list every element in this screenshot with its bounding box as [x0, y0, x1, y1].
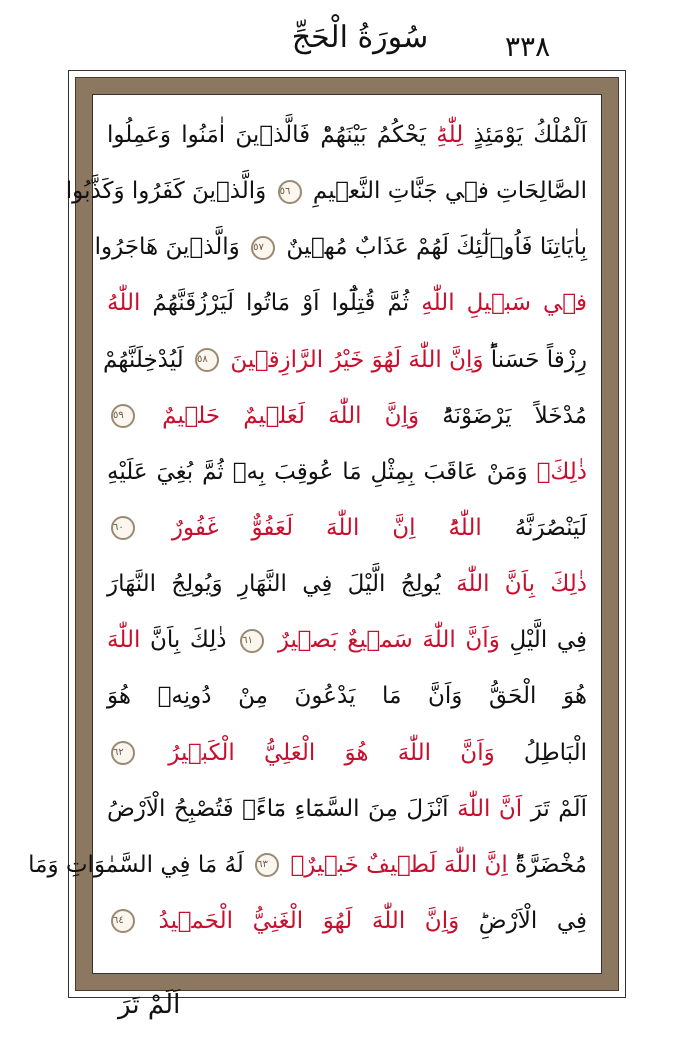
- verse-line: [107, 115, 587, 167]
- red-text-segment: وَاِنَّ اللّٰهَ لَعَل۪يمٌ حَل۪يمٌ: [162, 402, 420, 429]
- text-segment: ذٰلِكَ بِاَنَّ: [140, 627, 237, 654]
- verse-line: [107, 564, 587, 616]
- text-segment: هُوَ الْحَقُّ وَاَنَّ مَا يَدْعُونَ مِنْ دُونِه۪ هُوَ: [107, 683, 587, 710]
- red-text-segment: وَاِنَّ اللّٰهَ لَهُوَ خَيْرُ الرَّازِق۪ينَ: [230, 346, 484, 373]
- ayah-number-marker: ٦٠: [111, 516, 135, 540]
- ayah-number-marker: ٥٩: [111, 404, 135, 428]
- red-text-segment: ذٰلِكَۚ: [536, 458, 587, 485]
- page-number: ٣٣٨: [505, 30, 551, 63]
- text-segment: اَنْزَلَ مِنَ السَّمَٓاءِ مَٓاءًۘ فَتُصْبِحُ الْاَرْضُ: [107, 795, 458, 822]
- ayah-number-marker: ٦٢: [111, 741, 135, 765]
- text-segment: وَالَّذ۪ينَ هَاجَرُوا: [94, 234, 248, 261]
- text-segment: الصَّالِحَاتِ ف۪ي جَنَّاتِ النَّع۪يمِ: [305, 178, 587, 205]
- ayah-number-marker: ٥٨: [195, 348, 219, 372]
- ayah-number-marker: ٦١: [240, 629, 264, 653]
- catchword: اَلَمْ تَرَ: [118, 990, 181, 1020]
- verse-line: [107, 452, 587, 504]
- text-segment: [139, 403, 162, 429]
- surah-title: سُورَةُ الْحَجِّ: [291, 20, 429, 55]
- text-segment: [139, 515, 172, 541]
- text-segment: لَهُ مَا فِي السَّمٰوَاتِ وَمَا: [28, 851, 252, 878]
- red-text-segment: ذٰلِكَ بِاَنَّ اللّٰهَ: [456, 571, 587, 598]
- verse-lines: [28, 115, 588, 953]
- frame-border: [28, 77, 619, 991]
- verse-line: [107, 789, 587, 841]
- text-segment: لَيَنْصُرَنَّهُ: [481, 514, 588, 541]
- red-text-segment: اَنَّ اللّٰهَ: [457, 795, 523, 822]
- red-text-segment: اللّٰهُ: [107, 290, 141, 317]
- page-frame: [28, 70, 626, 998]
- verse-line: [94, 227, 587, 279]
- text-segment: فِي الْاَرْضِؕ: [459, 907, 587, 934]
- text-segment: بِاٰيَاتِنَا فَاُو۬لٰٓئِكَ لَهُمْ عَذَابٌ مُه۪ينٌ: [279, 234, 587, 261]
- text-segment: وَمَنْ عَاقَبَ بِمِثْلِ مَا عُوقِبَ بِه۪ ثُمَّ بُغِيَ عَلَيْهِ: [107, 458, 537, 485]
- text-segment: اَلَمْ تَرَ: [522, 795, 587, 822]
- text-panel: [28, 94, 602, 974]
- verse-line: [107, 676, 587, 728]
- verse-line: [65, 171, 587, 223]
- text-segment: يُولِجُ الَّيْلَ فِي النَّهَارِ وَيُولِجُ النَّهَارَ: [107, 571, 457, 598]
- verse-line: [107, 508, 587, 560]
- verse-line: [28, 845, 587, 897]
- verse-line: [107, 283, 587, 335]
- text-segment: [139, 740, 168, 766]
- text-segment: [268, 627, 278, 653]
- text-segment: يَحْكُمُ بَيْنَهُمْؕ فَالَّذ۪ينَ اٰمَنُوا وَعَمِلُوا: [107, 122, 437, 148]
- text-segment: ثُمَّ قُتِلُٓوا اَوْ مَاتُوا لَيَرْزُقَنَّهُمُ: [140, 290, 422, 317]
- verse-line: [102, 340, 587, 392]
- ayah-number-marker: ٥٦: [278, 180, 302, 204]
- text-segment: فِي الَّيْلِ: [499, 627, 588, 654]
- red-text-segment: وَاَنَّ اللّٰهَ سَم۪يعٌ بَص۪يرٌ: [277, 627, 500, 654]
- red-text-segment: وَاِنَّ اللّٰهَ لَهُوَ الْغَنِيُّ الْحَم۪يدُ: [158, 907, 460, 934]
- text-segment: الْبَاطِلُ: [494, 739, 587, 766]
- red-text-segment: وَاَنَّ اللّٰهَ هُوَ الْعَلِيُّ الْكَب۪يرُ: [168, 739, 495, 766]
- page-header: [0, 0, 700, 80]
- verse-line: [107, 901, 587, 953]
- ayah-number-marker: ٦٤: [111, 909, 135, 933]
- red-text-segment: اللّٰهَ: [107, 627, 141, 654]
- text-segment: وَالَّذ۪ينَ كَفَرُوا وَكَذَّبُوا: [65, 178, 274, 205]
- text-segment: اَلْمُلْكُ يَوْمَئِذٍ: [463, 122, 588, 148]
- red-text-segment: اللّٰهِ: [421, 290, 455, 317]
- text-segment: لَيُدْخِلَنَّهُمْ: [102, 346, 191, 373]
- ayah-number-marker: ٥٧: [251, 236, 275, 260]
- red-text-segment: ف۪ي سَب۪يلِ: [454, 290, 588, 317]
- red-text-segment: لِلّٰهِؕ: [436, 122, 464, 148]
- red-text-segment: اللّٰهُؕ اِنَّ اللّٰهَ لَعَفُوٌّ غَفُورٌ: [171, 514, 482, 541]
- text-segment: رِزْقاً حَسَناًؕ: [483, 346, 587, 373]
- text-segment: مُدْخَلاً يَرْضَوْنَهُؕ: [419, 402, 587, 429]
- ayah-number-marker: ٦٣: [255, 853, 279, 877]
- verse-line: [107, 396, 587, 448]
- verse-line: [107, 733, 587, 785]
- verse-line: [107, 620, 587, 672]
- text-segment: مُخْضَرَّةًؕ: [507, 851, 587, 878]
- red-text-segment: اِنَّ اللّٰهَ لَط۪يفٌ خَب۪يرٌۚ: [290, 851, 508, 878]
- text-segment: [139, 908, 159, 934]
